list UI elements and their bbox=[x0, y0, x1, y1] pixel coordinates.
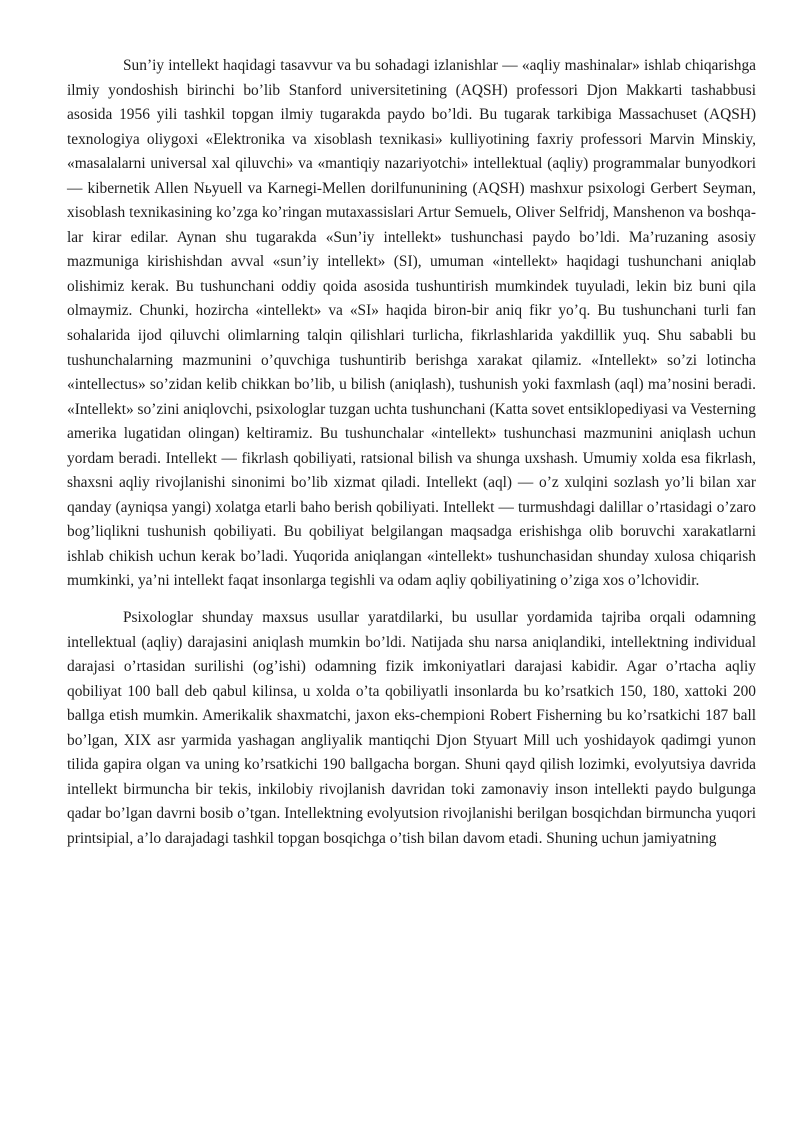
document-page bbox=[67, 54, 756, 852]
paragraph-2: Psixologlar shunday maxsus usullar yaratdilarki, bu usullar yordamida tajriba orqali odamning intellektual (aqliy) darajasini aniqlash mumkin bo’ldi. Natijada shu narsa aniqlandiki, intellektning individual darajasi o’rtasidan surilishi (og’ishi) odamning fizik imkoniyatlari darajasi kabidir. Agar o’rtacha aqliy qobiliyat 100 ball deb qabul kilinsa, u xolda o’ta qobiliyatli insonlarda bu ko’rsatkich 150, 180, xattoki 200 ballga etish mumkin. Amerikalik shaxmatchi, jaxon eks-chempioni Robert Fisherning bu ko’rsatkichi 187 ball bo’lgan, XIX asr yarmida yashagan angliyalik mantiqchi Djon Styuart Mill uch yoshidayok qadimgi yunon tilida gapira olgan va uning ko’rsatkichi 190 ballgacha borgan. Shuni qayd qilish lozimki, evolyutsiya davrida intellekt birmuncha bir tekis, inkilobiy rivojlanish davridan toki zamonaviy inson intellekti paydo bulgunga qadar bo’lgan davrni bosib o’tgan. Intellektning evolyutsion rivojlanishi berilgan bosqichdan birmuncha yuqori printsipial, a’lo darajadagi tashkil topgan bosqichga o’tish bilan davom etadi. Shuning uchun jamiyatning bbox=[67, 609, 756, 847]
paragraph-1: Sun’iy intellekt haqidagi tasavvur va bu sohadagi izlanishlar — «aqliy mashinalar» ishlab chiqarishga ilmiy yondoshish birinchi bo’lib Stanford universitetining (AQSH) professori Djon Makkarti tashabbusi asosida 1956 yili tashkil topgan ilmiy tugarakda paydo bo’ldi. Bu tugarak tarkibiga Massachuset (AQSH) texnologiya oliygoxi «Elektronika va xisoblash texnikasi» kulliyotining faxriy professori Marvin Minskiy, «masalalarni universal xal qiluvchi» va «mantiqiy nazariyotchi» intellektual (aqliy) programmalar bunyodkori — kibernetik Allen Nьyuell va Karnegi-Mellen dorilfununining (AQSH) mashxur psixologi Gerbert Seyman, xisoblash texnikasining ko’zga ko’ringan mutaxassislari Artur Semuelь, Oliver Selfridj, Manshenon va boshqa- lar kirar edilar. Aynan shu tugarakda «Sun’iy intellekt» tushunchasi paydo bo’ldi. Ma’ruzaning asosiy mazmuniga kirishishdan avval «sun’iy intellekt» (SI), umuman «intellekt» haqidagi tushunchani aniqlab olishimiz kerak. Bu tushunchani oddiy qoida asosida tushuntirish mumkindek tuyuladi, lekin biz buni qila olmaymiz. Chunki, hozircha «intellekt» va «SI» haqida biron-bir aniq fikr yo’q. Bu tushunchani turli fan sohalarida ijod qiluvchi olimlarning talqin qilishlari turlicha, fikrlashlarida yakdillik yuq. Shu sababli bu tushunchalarning mazmunini o’quvchiga tushuntirib berishga xarakat qilamiz. «Intellekt» so’zi lotincha «intellectus» so’zidan kelib chikkan bo’lib, u bilish (aniqlash), tushunish yoki faxmlash (aql) ma’nosini beradi. «Intellekt» so’zini aniqlovchi, psixologlar tuzgan uchta tushunchani (Katta sovet entsiklopediyasi va Vesterning amerika lugatidan olingan) keltiramiz. Bu tushunchalar «intellekt» tushunchasi mazmunini aniqlash uchun yordam beradi. Intellekt — fikrlash qobiliyati, ratsional bilish va shunga uxshash. Umumiy xolda esa fikrlash, shaxsni aqliy rivojlanishi sinonimi bo’lib xizmat qiladi. Intellekt (aql) — o’z xulqini sozlash yo’li bilan xar qanday (ayniqsa yangi) xolatga etarli baho berish qobiliyati. Intellekt — turmushdagi dalillar o’rtasidagi o’zaro bog’liqlikni tushunish qobiliyati. Bu qobiliyat belgilangan maqsadga erishishga olib boruvchi xarakatlarni ishlab chikish uchun kerak bo’ladi. Yuqorida aniqlangan «intellekt» tushunchasidan shunday xulosa chiqarish mumkinki, ya’ni intellekt faqat insonlarga tegishli va odam aqliy qobiliyatining o’ziga xos o’lchovidir. bbox=[67, 57, 756, 590]
